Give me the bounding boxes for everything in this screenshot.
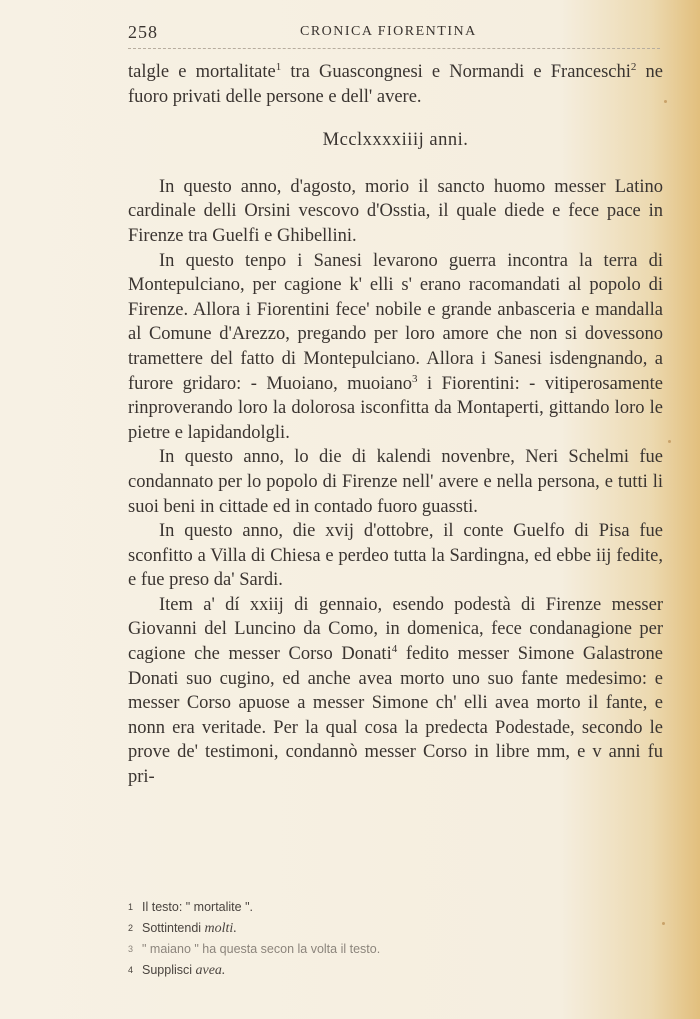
running-title: CRONICA FIORENTINA: [300, 24, 477, 39]
page-header: [128, 22, 660, 48]
paragraph: In questo anno, die xvij d'ottobre, il conte Guelfo di Pisa fue sconfitto a Villa di Chiesa e perdeo tutta la Sardingna, ed ebbe iij fedite, e fue preso da' Sardi.: [128, 521, 663, 591]
year-heading: Mcclxxxxiiij anni.: [322, 130, 469, 151]
header-rule: [128, 48, 660, 49]
footnote-ref-2: 2: [630, 60, 637, 73]
paragraph: Item a' dí xxiij di gennaio, esendo podestà di Firenze messer Giovanni del Luncino da Como, in domenica, fece condanagione per cagione che messer Corso Donati$^4$ fedito messer Simone Galastrone Donati suo cugino, ed anche avea morto uno suo fante medesimo: e messer Corso apuose a messer Simone ch' elli avea morto il fante, e nonn era veritade. Per la qual cosa la predecta Podestade, secondo le prove de' testimoni, condannò messer Corso in libre mm, e v anni fu pri-: [128, 594, 663, 788]
footnotes: [128, 897, 648, 981]
footnote-ref-1: 1: [275, 60, 282, 73]
footnote: 1 Il testo: " mortalite ".: [128, 900, 253, 914]
footnote: 3 " maiano " ha questa secon la volta il testo.: [128, 942, 381, 956]
paragraph: In questo anno, d'agosto, morio il sancto huomo messer Latino cardinale delli Orsini vescovo d'Osstia, il quale diede e fece pace in Firenze tra Guelfi e Ghibellini.: [128, 176, 663, 246]
paper-speck: [662, 922, 665, 925]
footnote: 2 Sottintendi molti.: [128, 921, 237, 936]
paragraph-continued: talgle e mortalitate$^1$ tra Guascongnesi e Normandi e Franceschi$^2$ ne fuoro privati delle persone e dell' avere.: [128, 60, 664, 107]
footnote: 4 Supplisci avea.: [128, 963, 226, 978]
paragraph: In questo anno, lo die di kalendi novenbre, Neri Schelmi fue condannato per lo popolo di Firenze nell' avere e nella persona, e tutti li suoi beni in cittade ed in contado fuoro guassti.: [128, 447, 663, 517]
footnote-ref-3: 3: [412, 372, 418, 385]
page-number: 258: [128, 22, 158, 42]
footnote-ref-4: 4: [391, 642, 398, 655]
paper-speck: [668, 440, 671, 443]
main-text: [128, 60, 663, 790]
paragraph: In questo tenpo i Sanesi levarono guerra incontra la terra di Montepulciano, per cagione k' elli s' erano racomandati al popolo di Firenze. Allora i Fiorentini fece' nobile e grande anbasceria e mandalla al Comune d'Arezzo, pregando per loro amore che non si dovessono tramettere del fatto di Montepulciano. Allora i Sanesi isdengnando, a furore gridaro: - Muoiano, muoiano$^3$ i Fiorentini: - vitiperosamente rinproverando loro la dolorosa isconfitta da Montaperti, gittando loro le pietre e lapidandolgli.: [128, 250, 663, 443]
paper-speck: [664, 100, 667, 103]
